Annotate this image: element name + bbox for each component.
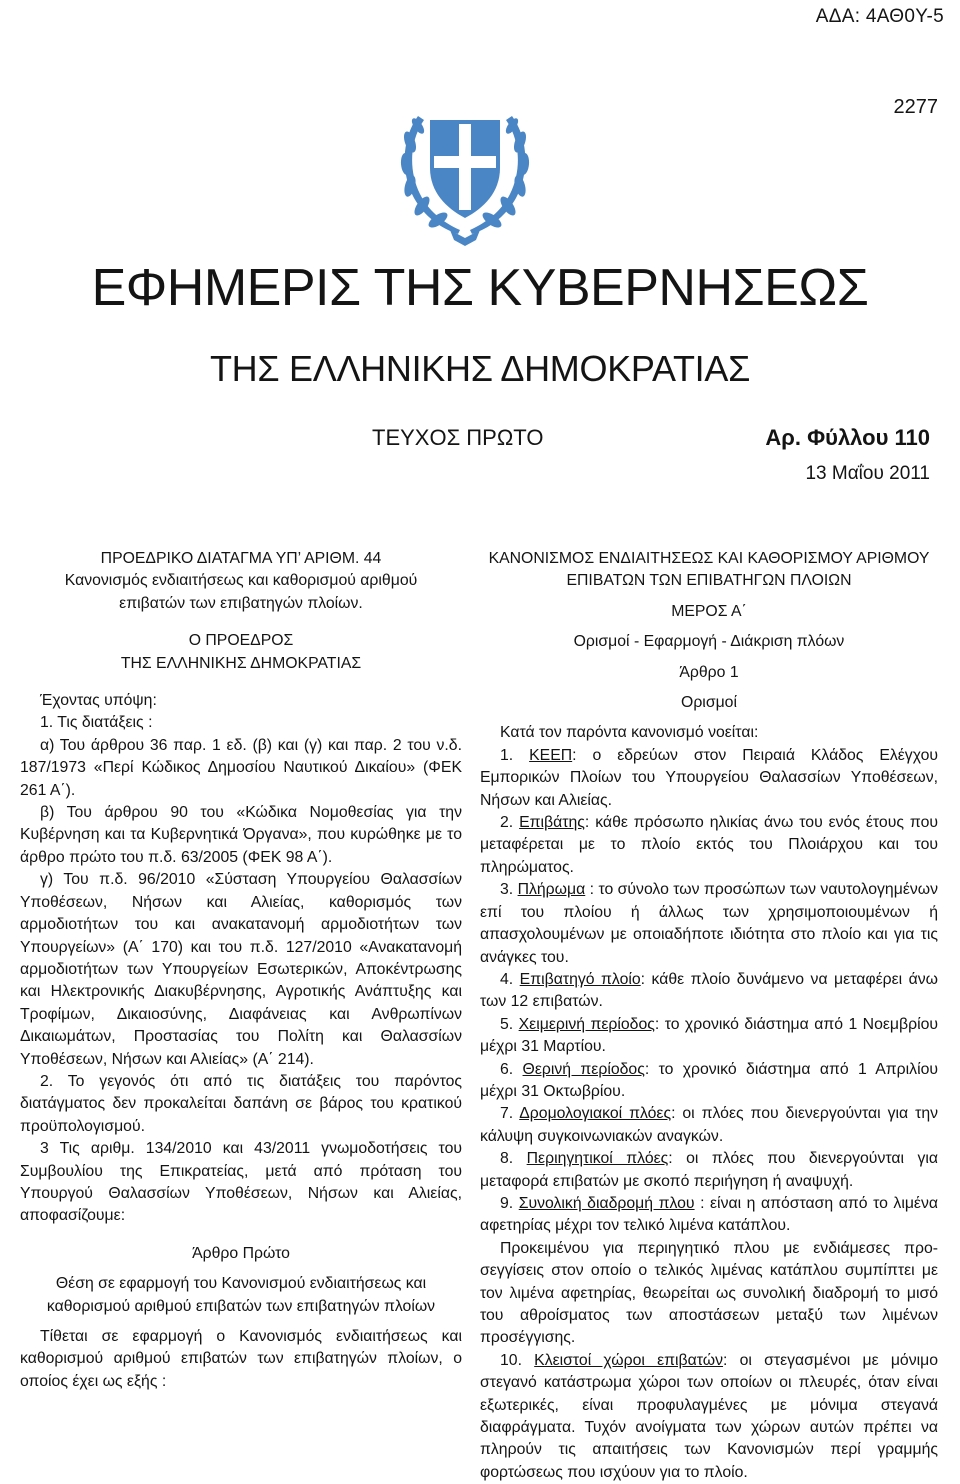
considering-label: Έχοντας υπόψη: [40,692,157,710]
definition-item: 5. Χειμερινή περίοδος: το χρονικό διάστημα από 1 Νοεμβρίου μέχρι 31 Μαρτίου. [480,1015,939,1056]
president-subheading: ΤΗΣ ΕΛΛΗΝΙΚΗΣ ΔΗΜΟΚΡΑΤΙΑΣ [120,654,362,672]
page-number: 2277 [893,96,938,118]
definitions-heading: Ορισμοί [681,694,737,712]
definition-item: 4. Επιβατηγό πλοίο: κάθε πλοίο δυνάμενο να μεταφέρει άνω των 12 επιβατών. [480,970,939,1011]
ada-code: ΑΔΑ: 4ΑΘ0Υ-5 [815,6,944,27]
definition-item: 3. Πλήρωμα : το σύνολο των προσώπων των ναυτολογημένων επί του πλοίου ή άλλως των χρησιμοποιουμένων ή απασχολουμένων με οποιαδήποτε ιδιότητα στο πλοίο και για τις ανάγκες του. [480,881,938,966]
part-heading: ΜΕΡΟΣ Α΄ [671,602,747,620]
provision-b: β) Του άρθρου 90 του «Κώδικα Νομοθεσίας για την Κυβέρνηση και τα Κυβερνητικά Όργανα», που κυρώθηκε με το άρθρο πρώτο του π.δ. 63/2005 (ΦΕΚ 98 Α΄). [20,804,462,866]
definition-item: 2. Επιβάτης: κάθε πρόσωπο ηλικίας άνω του ενός έτους που μεταφέρεται με το πλοίο εκτός του Πλοιάρχου και του πληρώματος. [480,814,938,876]
left-column [20,548,462,1393]
definition-item: 6. Θερινή περίοδος: το χρονικό διάστημα από 1 Απριλίου μέχρι 31 Οκτωβρίου. [480,1060,939,1100]
article-first-heading: Άρθρο Πρώτο [192,1244,290,1262]
issue-date: 13 Μαΐου 2011 [805,463,930,484]
gazette-title: ΕΦΗΜΕΡΙΣ ΤΗΣ ΚΥΒΕΡΝΗΣΕΩΣ [91,259,869,317]
provision-3: 3 Τις αριθμ. 134/2010 και 43/2011 γνωμοδοτήσεις του Συμβουλίου της Επικρατείας, μετά από πρόταση του Υπουργού Θαλασσίων Υποθέσεων, Νήσων και Αλιείας, αποφασίζουμε: [20,1140,462,1225]
provisions-label: 1. Τις διατάξεις : [40,714,153,732]
definition-item: 8. Περιηγητικοί πλόες: οι πλόες που διενεργούνται για μεταφορά επιβατών με σκοπό περιήγηση ή αναψυχή. [480,1150,938,1190]
issue-series: ΤΕΥΧΟΣ ΠΡΩΤΟ [372,425,544,450]
definition-note: Προκειμένου για περιηγητικό πλου με ενδιάμεσες προσεγγίσεις στον οποίο ο τελικός λιμένας κατάπλου συμπίπτει με τον λιμένα αφετηρίας, θεωρείται ως συνολική διαδρομή το μισό του αθροίσματος των αποστάσεων μεταξύ των λιμένων προσέγγισης. [480,1239,938,1347]
right-column [480,548,938,1484]
article-first-text: Τίθεται σε εφαρμογή ο Κανονισμός ενδιαιτήσεως και καθορισμού αριθμού επιβατών των επιβατηγών πλοίων, ο οποίος έχει ως εξής : [20,1328,462,1390]
definition-item: 1. ΚΕΕΠ: ο εδρεύων στον Πειραιά Κλάδος Ελέγχου Εμπορικών Πλοίων του Υπουργείου Θαλασσίων Υποθέσεων, Νήσων και Αλιείας. [480,746,938,809]
provision-a: α) Του άρθρου 36 παρ. 1 εδ. (β) και (γ) και παρ. 2 του ν.δ. 187/1973 «Περί Κώδικος Δημοσίου Ναυτικού Δικαίου» (ΦΕΚ 261 Α΄). [20,736,462,799]
article-1-heading: Άρθρο 1 [679,663,739,681]
provision-c: γ) Του π.δ. 96/2010 «Σύσταση Υπουργείου Θαλασσίων Υποθέσεων, Νήσων και Αλιείας, καθορισμός των αρμοδιοτήτων του και ανακατανομή αρμοδιοτήτων των Υπουργείων» (Α΄ 170) και του π.δ. 127/2010 «Ανακατανομή αρμοδιοτήτων των Υπουργείων Εσωτερικών, Αποκέντρωσης και Ηλεκτρονικής Διακυβέρνησης, Αγροτικής Ανάπτυξης και Τροφίμων, Δικαιοσύνης, Διαφάνειας και Ανθρωπίνων Δικαιωμάτων, Προστασίας του Πολίτη και Θαλασσίων Υποθέσεων, Νήσων και Αλιείας» (Α΄ 214). [20,871,462,1068]
greek-coat-of-arms-icon [380,80,550,250]
article-first-title: Θέση σε εφαρμογή του Κανονισμού ενδιαιτήσεως και καθορισμού αριθμού επιβατών των επιβατηγών πλοίων [46,1275,436,1315]
sheet-number: Αρ. Φύλλου 110 [765,425,930,450]
regulation-title: ΚΑΝΟΝΙΣΜΟΣ ΕΝΔΙΑΙΤΗΣΕΩΣ ΚΑΙ ΚΑΘΟΡΙΣΜΟΥ ΑΡΙΘΜΟΥ ΕΠΙΒΑΤΩΝ ΤΩΝ ΕΠΙΒΑΤΗΓΩΝ ΠΛΟΙΩΝ [488,550,930,590]
decree-number: ΠΡΟΕΔΡΙΚΟ ΔΙΑΤΑΓΜΑ ΥΠ’ ΑΡΙΘΜ. 44 [100,550,382,567]
part-subheading: Ορισμοί - Εφαρμογή - Διάκριση πλόων [573,633,845,651]
decree-title: Κανονισμός ενδιαιτήσεως και καθορισμού αριθμού επιβατών των επιβατηγών πλοίων. [64,572,418,612]
definition-item: 10. Κλειστοί χώροι επιβατών: οι στεγασμένοι με μόνιμο στεγανό κατάστρωμα χώροι των οποίων οι πλευρές, όταν είναι εξωτερικές, είναι προφυλαγμένες με μόνιμα στεγανά διαφράγματα. Τυχόν ανοίγματα των χώρων αυτών πρέπει να πληρούν τις απαιτήσεις των Κανονισμών περί γραμμής φορτώσεως που ισχύουν για το πλοίο. [480,1351,938,1481]
definitions-intro: Κατά τον παρόντα κανονισμό νοείται: [500,724,759,742]
definition-item: 9. Συνολική διαδρομή πλου : είναι η απόσταση από το λιμένα αφετηρίας μέχρι τον τελικό λιμένα κατάπλου. [480,1194,939,1235]
president-heading: Ο ΠΡΟΕΔΡΟΣ [188,632,294,650]
gazette-subtitle: ΤΗΣ ΕΛΛΗΝΙΚΗΣ ΔΗΜΟΚΡΑΤΙΑΣ [209,348,751,389]
definition-item: 7. Δρομολογιακοί πλόες: οι πλόες που διενεργούνται για την κάλυψη συγκοινωνιακών αναγκών. [480,1105,938,1145]
provision-2: 2. Το γεγονός ότι από τις διατάξεις του παρόντος διατάγματος δεν προκαλείται δαπάνη σε βάρος του κρατικού προϋπολογισμού. [20,1072,462,1135]
